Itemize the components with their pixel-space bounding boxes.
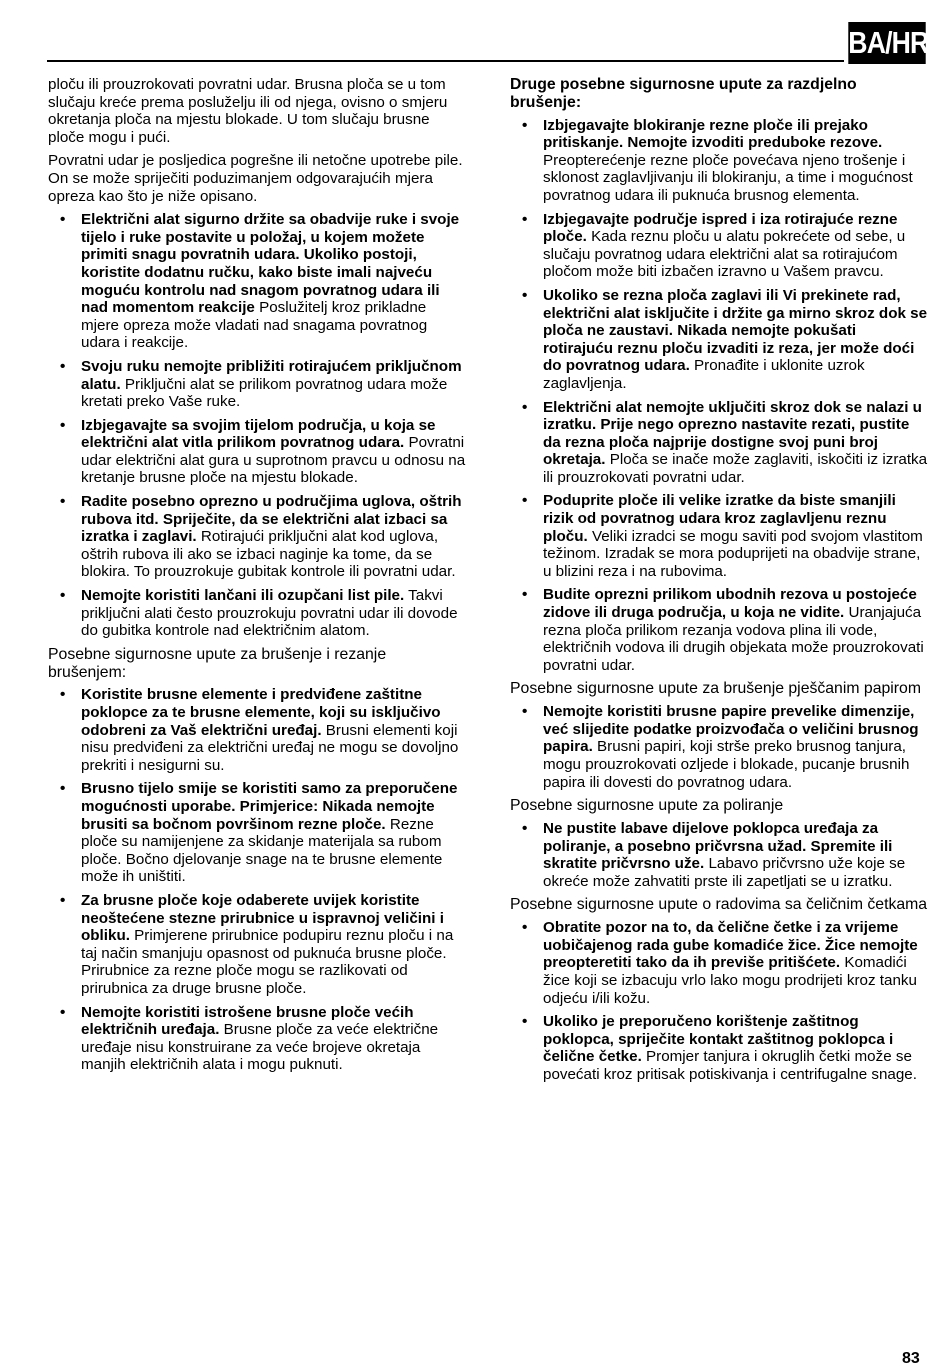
section-heading: Posebne sigurnosne upute za brušenje i rezanje brušenjem: bbox=[48, 645, 387, 681]
left-column bbox=[48, 76, 468, 1080]
item-bold: Električni alat sigurno držite sa obadvije ruke i svoje tijelo i ruke postavite u položaj, u kojem možete primiti snagu povratnih udara. Ukoliko postoji, koristite dodatnu ručku, kako biste imali najveću moguću kontrolu nad snagom povratnog udara ili nad momentom reakcije bbox=[81, 211, 460, 317]
bullet: • bbox=[60, 1003, 66, 1021]
safety-list-cutting bbox=[510, 117, 930, 675]
bullet: • bbox=[60, 686, 66, 704]
list-item bbox=[48, 686, 468, 774]
item-bold: Brusno tijelo smije se koristiti samo za preporučene mogućnosti uporabe. Primjerice: Nikada nemojte brusiti sa bočnom površinom rezne ploče. bbox=[81, 780, 458, 833]
list-item bbox=[48, 892, 468, 998]
bullet: • bbox=[522, 210, 528, 228]
item-text: Preopterećenje rezne ploče povećava njeno trošenje i sklonost zaglavljivanju ili blokiranju, a time i mogućnost povratnog udara ili puknuća brusnog elementa. bbox=[543, 151, 913, 204]
section-heading: Posebne sigurnosne upute za poliranje bbox=[510, 797, 784, 815]
bullet: • bbox=[522, 398, 528, 416]
list-item bbox=[510, 287, 930, 393]
list-item bbox=[510, 919, 930, 1007]
bullet: • bbox=[522, 116, 528, 134]
item-bold: Svoju ruku nemojte približiti rotirajućem priključnom alatu. bbox=[81, 357, 462, 393]
item-bold: Obratite pozor na to, da čelične četke i za vrijeme uobičajenog rada gube komadiće žice. Žice nemojte preopteretiti tako da ih previše pritišćete. bbox=[543, 919, 918, 972]
bullet: • bbox=[522, 703, 528, 721]
list-item bbox=[510, 586, 930, 674]
section-heading: Posebne sigurnosne upute o radovima sa čeličnim četkama bbox=[510, 896, 928, 914]
list-item bbox=[48, 417, 468, 487]
list-item bbox=[510, 703, 930, 791]
item-text: Kada reznu ploču u alatu pokrećete od sebe, u slučaju povratnog udara električni alat sa rotirajućom pločom može biti izbačen izravno u Vašem pravcu. bbox=[543, 228, 906, 281]
bullet: • bbox=[60, 493, 66, 511]
list-item bbox=[48, 587, 468, 640]
item-text: Pronađite i uklonite uzrok zaglavljenja. bbox=[543, 357, 865, 392]
item-text: Poslužitelj kroz prikladne mjere opreza može vladati nad snagama povratnog udara i reakcije. bbox=[81, 299, 428, 352]
item-bold: Izbjegavajte područje ispred i iza rotirajuće rezne ploče. bbox=[543, 210, 898, 246]
safety-list-grinding bbox=[48, 686, 468, 1073]
item-bold: Izbjegavajte blokiranje rezne ploče ili prejako pritiskanje. Nemojte izvoditi preduboke rezove. bbox=[543, 116, 883, 152]
item-text: Primjerene prirubnice podupiru reznu ploču i na taj način smanjuju opasnost od puknuća brusne ploče. Prirubnice za rezne ploče mogu se razlikovati od prirubnica za druge brusne ploče. bbox=[81, 927, 454, 997]
item-bold: Koristite brusne elemente i predviđene zaštitne poklopce za te brusne elemente, koji su isključivo odobreni za Vaš električni uređaj. bbox=[81, 686, 441, 739]
list-item bbox=[48, 358, 468, 411]
list-item bbox=[48, 780, 468, 886]
language-tab: BA/HR bbox=[848, 22, 925, 64]
bullet: • bbox=[522, 919, 528, 937]
safety-list-wire-brush bbox=[510, 919, 930, 1083]
item-text: Povratni udar električni alat gura u suprotnom pravcu u odnosu na kretanje brusne ploče na mjestu blokade. bbox=[81, 434, 466, 487]
bullet: • bbox=[60, 416, 66, 434]
item-bold: Ne pustite labave dijelove poklopca uređaja za poliranje, a posebno pričvrsna užad. Spremite ili skratite pričvrsno uže. bbox=[543, 819, 893, 873]
paragraph: ploču ili prouzrokovati povratni udar. Brusna ploča se u tom slučaju kreće prema posluželju ili od njega, ovisno o smjeru okretanja ploča na mjestu blokade. U tom slučaju brusne ploče mogu i pući. bbox=[48, 76, 448, 146]
bullet: • bbox=[522, 819, 528, 837]
bullet: • bbox=[522, 492, 528, 510]
item-bold: Poduprite ploče ili velike izratke da biste smanjili rizik od povratnog udara kroz zaglavljenu reznu ploču. bbox=[543, 492, 896, 545]
item-text: Brusni papiri, koji strše preko brusnog tanjura, mogu prouzrokovati ozljede i blokade, pucanje brusnih papira ili dovesti do povratnog udara. bbox=[543, 738, 910, 791]
right-column bbox=[510, 76, 930, 1089]
list-item bbox=[48, 211, 468, 352]
item-text: Promjer tanjura i okruglih četki može se povećati kroz pritisak potiskivanja i centrifugalne snage. bbox=[543, 1048, 917, 1083]
item-text: Priključni alat se prilikom povratnog udara može kretati preko Vaše ruke. bbox=[81, 375, 448, 411]
item-bold: Radite posebno oprezno u područjima uglova, oštrih rubova itd. Spriječite, da se električni alat izbaci sa izratka i zaglavi. bbox=[81, 493, 462, 546]
bullet: • bbox=[522, 1013, 528, 1031]
item-text: Komadići žice koji se izbacuju vrlo lako mogu prodrijeti kroz tanku odjeću i/ili kožu. bbox=[543, 954, 917, 1007]
item-text: Brusni elementi koji nisu predviđeni za električni uređaj ne mogu se dovoljno prekriti i nesigurni su. bbox=[81, 721, 459, 774]
bullet: • bbox=[60, 780, 66, 798]
list-item bbox=[510, 117, 930, 205]
list-item bbox=[510, 820, 930, 890]
list-item bbox=[510, 1013, 930, 1083]
item-bold: Nemojte koristiti brusne papire prevelike dimenzije, već slijedite podatke proizvođača o veličini brusnog papira. bbox=[543, 703, 919, 756]
item-text: Labavo pričvrsno uže koje se okreće može zahvatiti prste ili zapetljati se u izratku. bbox=[543, 855, 906, 890]
safety-list-sanding bbox=[510, 703, 930, 791]
item-text: Brusne ploče za veće električne uređaje nisu konstruirane za veće brojeve okretaja manjih električnih alata i mogu puknuti. bbox=[81, 1021, 439, 1074]
bullet: • bbox=[522, 286, 528, 304]
item-bold: Ukoliko je preporučeno korištenje zaštitnog poklopca, spriječite kontakt zaštitnog poklopca i čelične četke. bbox=[543, 1013, 894, 1066]
item-text: Ploča se inače može zaglaviti, iskočiti iz izratka ili prouzrokovati povratni udar. bbox=[543, 451, 928, 486]
list-item bbox=[510, 399, 930, 487]
item-bold: Budite oprezni prilikom ubodnih rezova u postojeće zidove ili druga područja, u koja ne vidite. bbox=[543, 586, 917, 622]
page-number: 83 bbox=[902, 1350, 920, 1367]
item-bold: Ukoliko se rezna ploča zaglavi ili Vi prekinete rad, električni alat isključite i držite ga mirno skroz dok se ploča ne zaustavi. Nikada nemojte pokušati rotirajuću reznu ploču izvaditi iz reza, jer može doći do povratnog udara. bbox=[543, 286, 928, 375]
safety-list-polishing bbox=[510, 820, 930, 890]
item-bold: Nemojte koristiti istrošene brusne ploče većih električnih uređaja. bbox=[81, 1003, 414, 1039]
item-text: Rotirajući priključni alat kod uglova, oštrih rubova ili ako se izbaci naginje ka tome, da se blokira. To prouzrokuje gubitak kontrole ili povratni udar. bbox=[81, 528, 456, 581]
paragraph: Povratni udar je posljedica pogrešne ili netočne upotrebe pile. On se može spriječiti poduzimanjem odgovarajućih mjera opreza kao što je niže opisano. bbox=[48, 152, 463, 205]
bullet: • bbox=[60, 587, 66, 605]
bullet: • bbox=[522, 586, 528, 604]
list-item bbox=[510, 492, 930, 580]
safety-list-kickback bbox=[48, 211, 468, 640]
section-heading: Druge posebne sigurnosne upute za razdjelno brušenje: bbox=[510, 76, 857, 111]
item-text: Rezne ploče su namijenjene za skidanje materijala sa rubom ploče. Bočno djelovanje snage na te brusne elemente može ih uništiti. bbox=[81, 815, 443, 886]
bullet: • bbox=[60, 357, 66, 375]
item-text: Veliki izradci se mogu saviti pod svojom vlastitom težinom. Izradak se mora poduprijeti na obadvije strane, u blizini reza i na rubovima. bbox=[543, 527, 923, 580]
item-bold: Električni alat nemojte uključiti skroz dok se nalazi u izratku. Prije nego oprezno nastavite rezati, pustite da rezna ploča najprije dostigne svoj puni broj okretaja. bbox=[543, 398, 922, 469]
item-text: Takvi priključni alati često prouzrokuju povratni udar ili dovode do gubitka kontrole nad električnim alatom. bbox=[81, 587, 458, 640]
bullet: • bbox=[60, 211, 66, 229]
list-item bbox=[48, 493, 468, 581]
section-heading: Posebne sigurnosne upute za brušenje pješčanim papirom bbox=[510, 680, 921, 698]
item-bold: Za brusne ploče koje odaberete uvijek koristite neoštećene stezne prirubnice u ispravnoj veličini i obliku. bbox=[81, 891, 444, 945]
item-text: Uranjajuća rezna ploča prilikom rezanja vodova plina ili vode, električnih vodova ili drugih objekata može prouzrokovati povratni udar. bbox=[543, 604, 924, 674]
list-item bbox=[48, 1004, 468, 1074]
header-rule bbox=[47, 60, 844, 62]
item-bold: Nemojte koristiti lančani ili ozupčani list pile. bbox=[81, 587, 405, 605]
list-item bbox=[510, 211, 930, 281]
bullet: • bbox=[60, 891, 66, 909]
item-bold: Izbjegavajte sa svojim tijelom područja, u koja se električni alat vitla prilikom povratnog udara. bbox=[81, 416, 436, 452]
